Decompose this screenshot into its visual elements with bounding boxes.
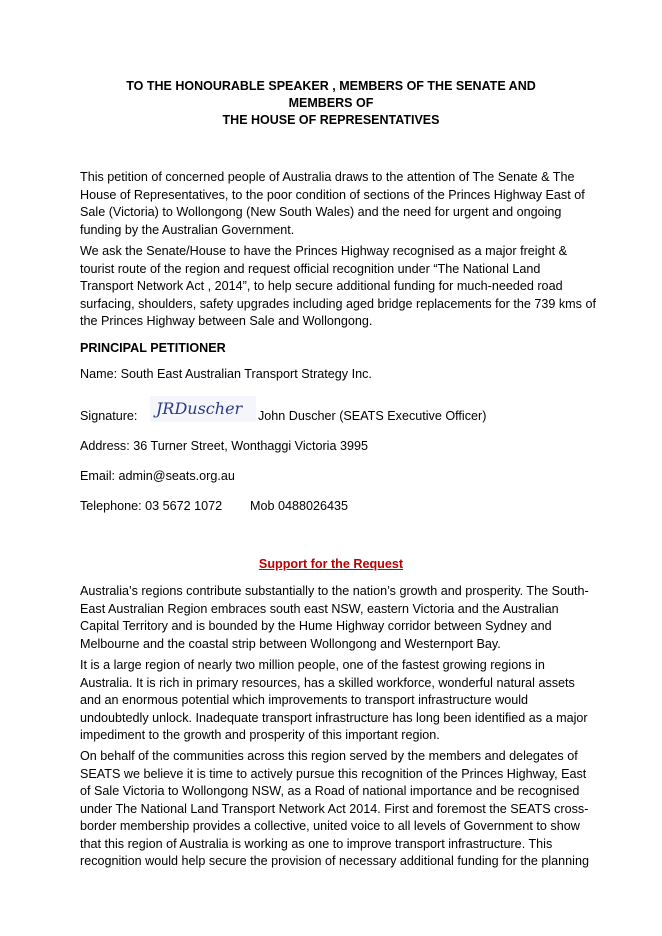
intro-line: This petition of concerned people of Australia draws to the attention of The Senate & The — [80, 170, 575, 184]
support-line: and an enormous potential which improvements to transport infrastructure would — [80, 693, 529, 707]
petitioner-address: Address: 36 Turner Street, Wonthaggi Victoria 3995 — [80, 439, 368, 453]
intro-line: House of Representatives, to the poor condition of sections of the Princes Highway East of — [80, 187, 585, 202]
support-line: under The National Land Transport Network Act 2014. First and foremost the SEATS cross- — [80, 801, 589, 816]
petitioner-email: Email: admin@seats.org.au — [80, 469, 235, 483]
petition-title — [80, 78, 582, 129]
request-paragraph — [80, 243, 596, 331]
intro-line: funding by the Australian Government. — [80, 222, 295, 237]
support-line: undoubtedly unlock. Inadequate transport infrastructure has long been identified as a major — [80, 710, 588, 725]
support-line: that this region of Australia is working as one to improve transport infrastructure. This — [80, 836, 553, 851]
petitioner-telephone: Telephone: 03 5672 1072 — [80, 499, 223, 513]
title-line-3: THE HOUSE OF REPRESENTATIVES — [222, 113, 440, 127]
support-line: border membership provides a collective, united voice to all levels of Government to show — [80, 819, 580, 833]
support-line: Melbourne and the coastal strip between Wollongong and Westernport Bay. — [80, 636, 501, 651]
request-line: tourist route of the region and request official recognition under “The National Land — [80, 261, 541, 276]
support-line: Capital Territory and is bounded by the Hume Highway corridor between Sydney and — [80, 619, 552, 633]
intro-paragraph — [80, 169, 588, 239]
support-line: recognition would help secure the provision of necessary additional funding for the planning — [80, 854, 589, 868]
support-line: Australia. It is rich in primary resources, has a skilled workforce, wonderful natural assets — [80, 675, 575, 690]
signature-image — [150, 396, 256, 422]
petitioner-name: Name: South East Australian Transport Strategy Inc. — [80, 367, 372, 381]
support-line: of Sale Victoria to Wollongong NSW, as a Road of national importance and be recognised — [80, 784, 580, 798]
signature-script: JRDuscher — [156, 399, 243, 418]
support-heading-text: Support for the Request — [258, 557, 404, 571]
support-paragraph-2 — [80, 657, 588, 745]
support-line: East Australian Region embraces south east NSW, eastern Victoria and the Australian — [80, 601, 559, 616]
support-line: It is a large region of nearly two million people, one of the fastest growing regions in — [80, 658, 545, 672]
title-line-1: TO THE HONOURABLE SPEAKER , MEMBERS OF THE SENATE AND — [126, 79, 536, 93]
principal-petitioner-heading: PRINCIPAL PETITIONER — [80, 341, 226, 355]
request-line: the Princes Highway between Sale and Wollongong. — [80, 314, 373, 328]
request-line: We ask the Senate/House to have the Princes Highway recognised as a major freight & — [80, 244, 567, 258]
support-heading — [0, 556, 662, 573]
support-paragraph-1 — [80, 583, 588, 653]
title-line-2: MEMBERS OF — [288, 96, 374, 110]
support-line: SEATS we believe it is time to actively pursue this recognition of the Princes Highway, East — [80, 766, 587, 781]
support-paragraph-3 — [80, 748, 588, 871]
support-line: Australia’s regions contribute substantially to the nation’s growth and prosperity. The South- — [80, 584, 589, 598]
signature-name: John Duscher (SEATS Executive Officer) — [258, 409, 487, 423]
intro-line: Sale (Victoria) to Wollongong (New South Wales) and the need for urgent and ongoing — [80, 205, 562, 219]
support-line: impediment to the growth and prosperity of this important region. — [80, 728, 440, 742]
petitioner-mobile: Mob 0488026435 — [250, 499, 349, 513]
request-line: surfacing, shoulders, safety upgrades including aged bridge replacements for the 739 kms of — [80, 296, 596, 311]
request-line: Transport Network Act , 2014”, to help secure additional funding for much-needed road — [80, 279, 563, 293]
signature-label: Signature: — [80, 409, 138, 423]
support-line: On behalf of the communities across this region served by the members and delegates of — [80, 749, 578, 763]
